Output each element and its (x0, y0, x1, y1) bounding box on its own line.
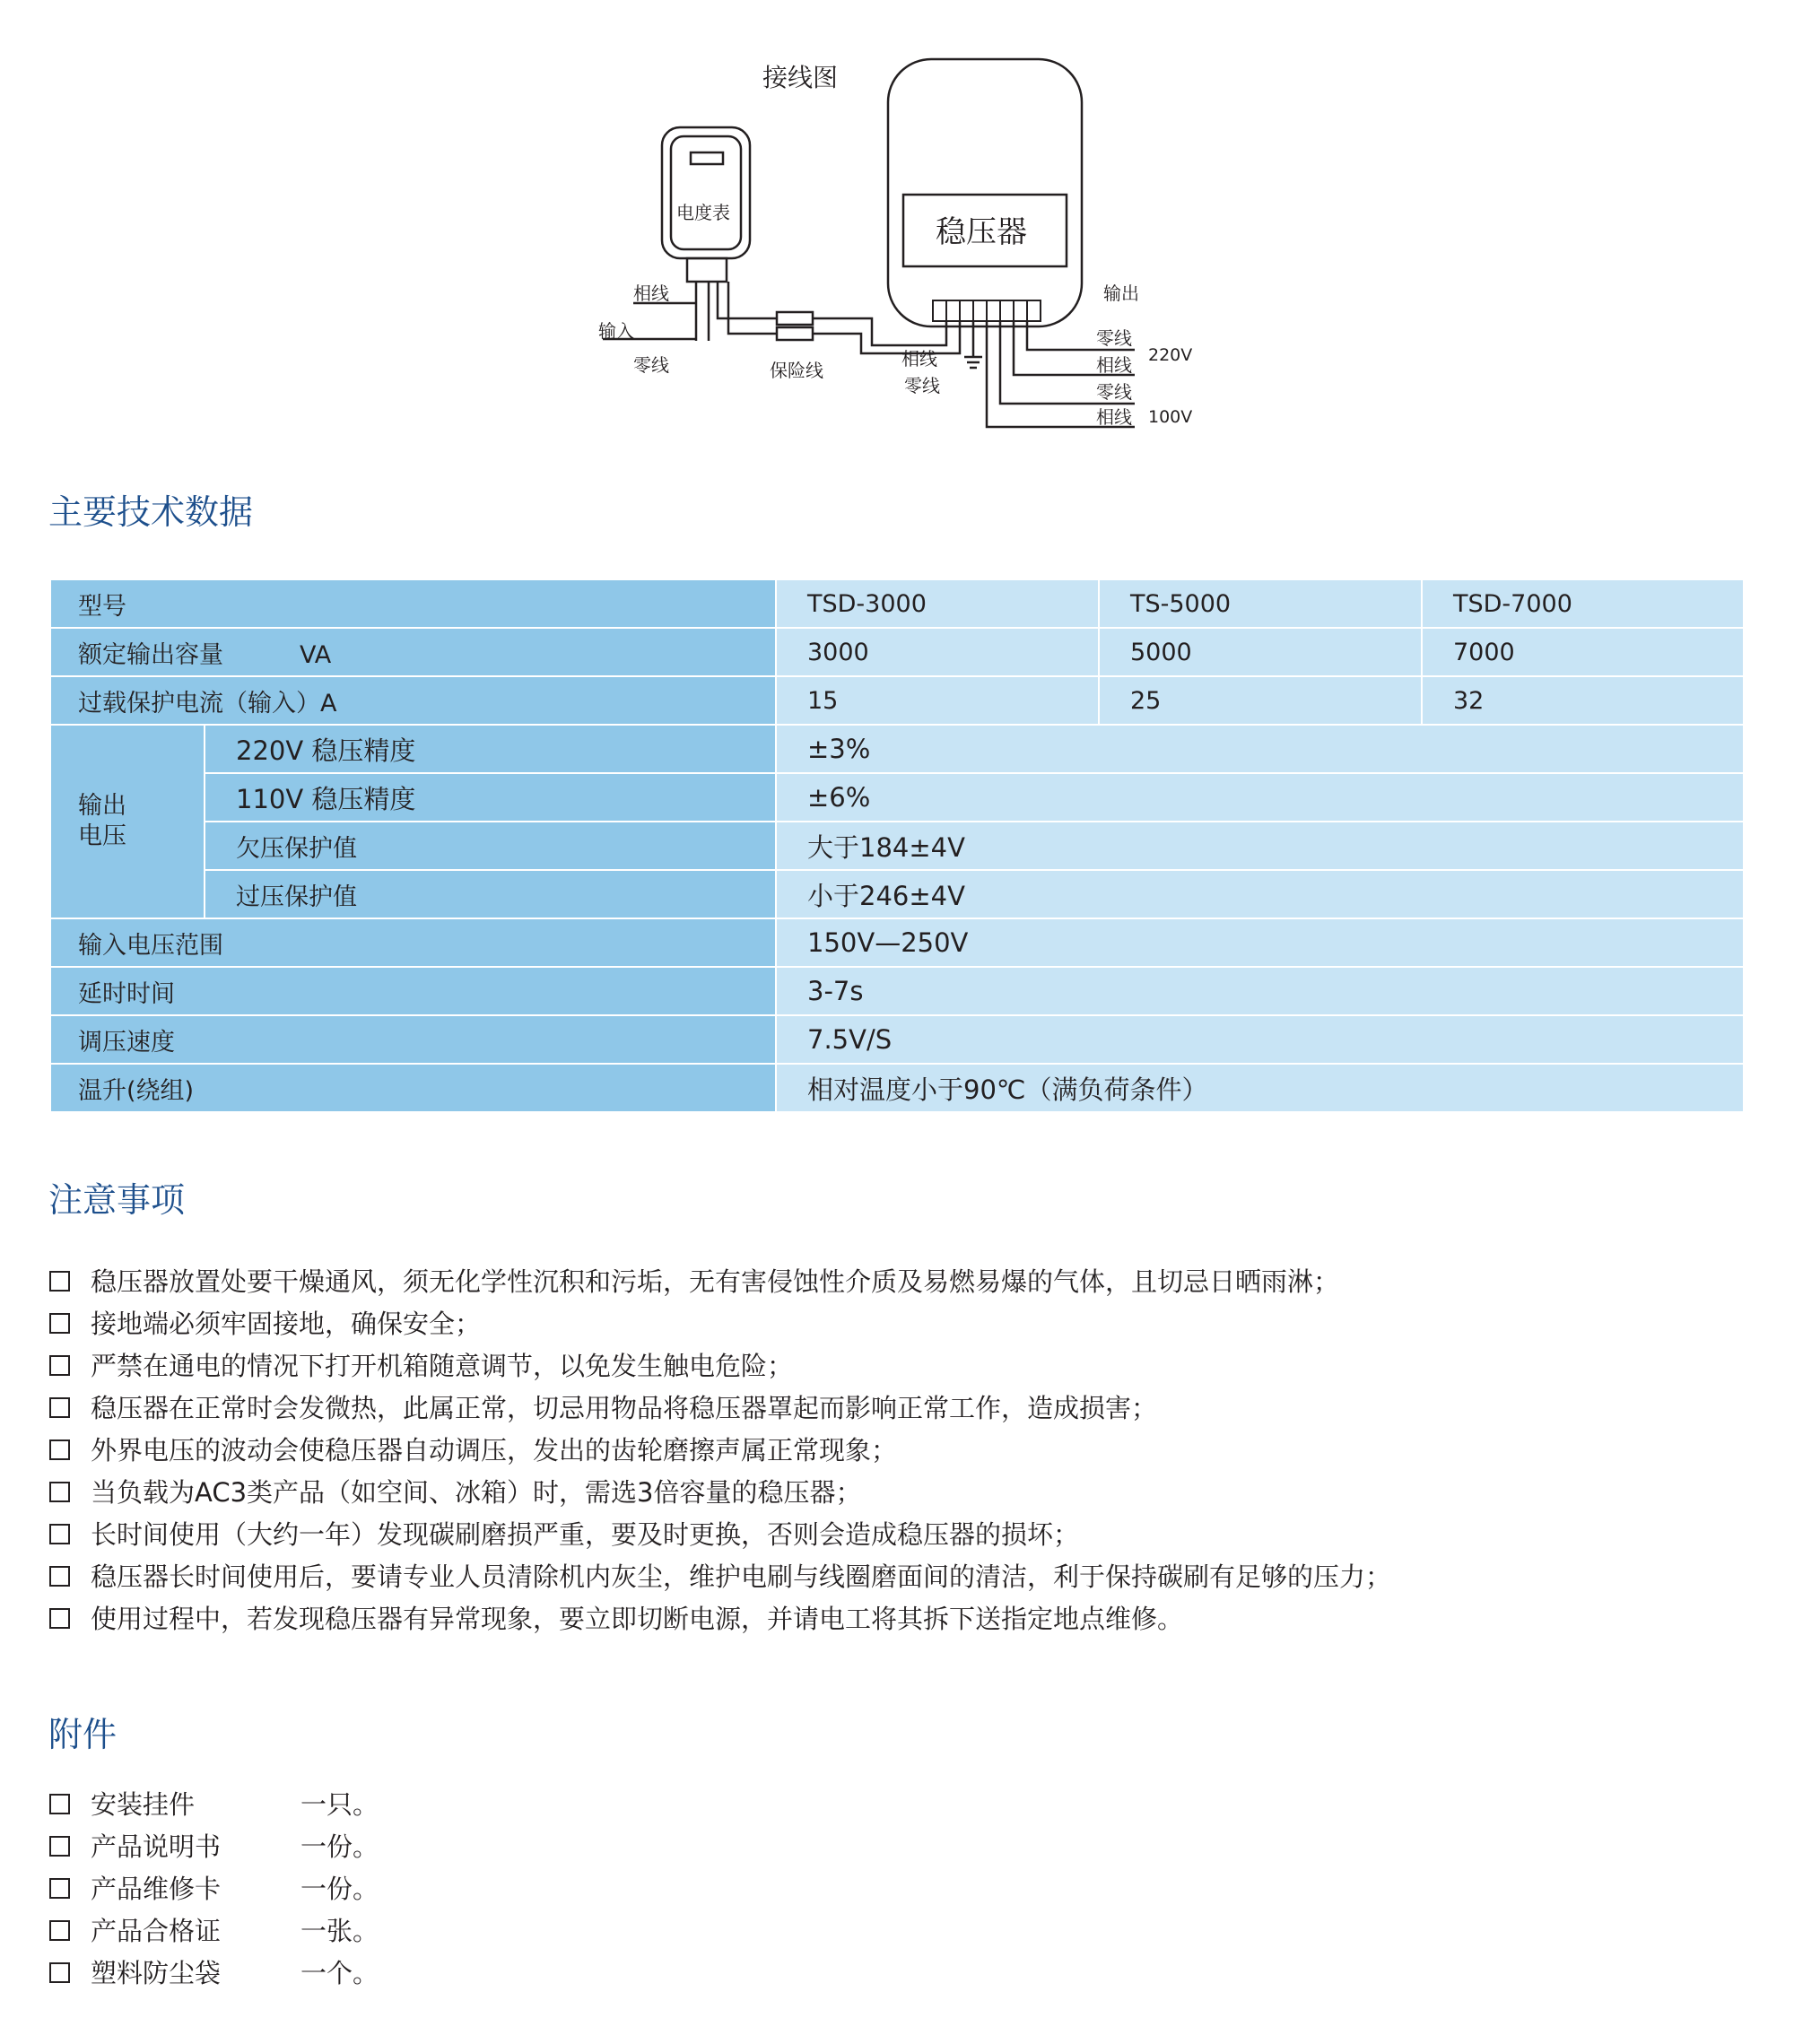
note-text: 当负载为AC3类产品（如空间、冰箱）时，需选3倍容量的稳压器； (91, 1477, 862, 1508)
list-item (49, 1472, 1391, 1514)
note-text: 稳压器在正常时会发微热，此属正常，切忌用物品将稳压器罩起而影响正常工作，造成损害； (91, 1393, 1158, 1423)
terminal-block (933, 300, 1041, 321)
list-item (49, 1868, 379, 1910)
output-voltage-group: 输出 电压 (50, 725, 205, 918)
row-value: ±3% (776, 725, 1744, 773)
table-row (50, 579, 1744, 628)
row-label: 110V 稳压精度 (205, 773, 776, 822)
capacity-name: 额定输出容量 (78, 640, 223, 669)
note-text: 长时间使用（大约一年）发现碳刷磨损严重，要及时更换，否则会造成稳压器的损坏； (91, 1519, 1080, 1550)
out-phase-2-label: 相线 (1096, 406, 1132, 428)
table-row (50, 1015, 1744, 1064)
list-item (49, 1953, 379, 1995)
checkbox-icon (49, 1566, 70, 1587)
table-row (50, 870, 1744, 918)
overload-2: 25 (1099, 676, 1422, 725)
row-label: 欠压保护值 (205, 822, 776, 870)
list-item (49, 1784, 379, 1826)
out-phase-1-label: 相线 (1096, 354, 1132, 376)
voltage-220-label: 220V (1148, 345, 1193, 365)
notes-title: 注意事项 (48, 1180, 186, 1220)
model-1: TSD-3000 (776, 579, 1099, 628)
table-row (50, 1064, 1744, 1112)
mid-neutral-label: 零线 (904, 375, 940, 396)
row-value: ±6% (776, 773, 1744, 822)
out-neutral-1-label: 零线 (1096, 327, 1132, 349)
accessory-qty: 一份。 (300, 1831, 379, 1862)
list-item (49, 1556, 1391, 1598)
table-row (50, 822, 1744, 870)
accessories-list (49, 1784, 379, 1995)
model-2: TS-5000 (1099, 579, 1422, 628)
row-value: 大于184±4V (776, 822, 1744, 870)
overload-label: 过载保护电流（输入）A (50, 676, 776, 725)
checkbox-icon (49, 1524, 70, 1544)
mid-phase-label: 相线 (901, 348, 937, 370)
in-neutral-label: 零线 (633, 354, 669, 376)
accessory-name: 产品说明书 (91, 1831, 222, 1862)
checkbox-icon (49, 1397, 70, 1418)
model-header: 型号 (50, 579, 776, 628)
row-label: 输入电压范围 (50, 918, 776, 967)
regulator-box (888, 59, 1082, 326)
row-value: 小于246±4V (776, 870, 1744, 918)
list-item (49, 1910, 379, 1953)
table-row (50, 676, 1744, 725)
table-row (50, 918, 1744, 967)
table-row (50, 773, 1744, 822)
capacity-2: 5000 (1099, 628, 1422, 676)
note-text: 严禁在通电的情况下打开机箱随意调节，以免发生触电危险； (91, 1351, 794, 1381)
note-text: 接地端必须牢固接地，确保安全； (91, 1309, 482, 1339)
checkbox-icon (49, 1962, 70, 1983)
checkbox-icon (49, 1794, 70, 1814)
checkbox-icon (49, 1482, 70, 1502)
row-value: 3-7s (776, 967, 1744, 1015)
accessory-name: 塑料防尘袋 (91, 1958, 222, 1988)
row-label: 220V 稳压精度 (205, 725, 776, 773)
list-item (49, 1826, 379, 1868)
note-text: 稳压器放置处要干燥通风，须无化学性沉积和污垢，无有害侵蚀性介质及易燃易爆的气体，且切忌日晒雨淋； (91, 1266, 1340, 1297)
accessory-qty: 一份。 (300, 1874, 379, 1904)
diagram-title: 接线图 (762, 63, 839, 92)
checkbox-icon (49, 1608, 70, 1629)
row-value: 150V—250V (776, 918, 1744, 967)
model-3: TSD-7000 (1422, 579, 1744, 628)
out-neutral-2-label: 零线 (1096, 381, 1132, 403)
row-value: 7.5V/S (776, 1015, 1744, 1064)
note-text: 使用过程中，若发现稳压器有异常现象，要立即切断电源，并请电工将其拆下送指定地点维修。 (91, 1604, 1184, 1634)
notes-list (49, 1261, 1391, 1640)
accessory-qty: 一张。 (300, 1916, 379, 1946)
fuse-label: 保险线 (770, 360, 823, 381)
overload-3: 32 (1422, 676, 1744, 725)
accessories-title: 附件 (48, 1715, 118, 1754)
specs-title: 主要技术数据 (48, 492, 254, 532)
list-item (49, 1387, 1391, 1430)
capacity-3: 7000 (1422, 628, 1744, 676)
checkbox-icon (49, 1313, 70, 1334)
checkbox-icon (49, 1271, 70, 1292)
output-label: 输出 (1103, 283, 1139, 304)
note-text: 稳压器长时间使用后，要请专业人员清除机内灰尘，维护电刷与线圈磨面间的清洁，利于保持碳刷有足够的压力； (91, 1561, 1392, 1592)
list-item (49, 1430, 1391, 1472)
checkbox-icon (49, 1920, 70, 1941)
list-item (49, 1514, 1391, 1556)
wires (603, 282, 1135, 427)
capacity-unit: VA (300, 640, 332, 669)
accessory-name: 产品合格证 (91, 1916, 222, 1946)
overload-1: 15 (776, 676, 1099, 725)
row-label: 调压速度 (50, 1015, 776, 1064)
accessory-qty: 一个。 (300, 1958, 379, 1988)
capacity-1: 3000 (776, 628, 1099, 676)
row-label: 过压保护值 (205, 870, 776, 918)
list-item (49, 1261, 1391, 1303)
row-label: 温升(绕组) (50, 1064, 776, 1112)
row-label: 延时时间 (50, 967, 776, 1015)
accessory-qty: 一只。 (300, 1789, 379, 1820)
table-row (50, 967, 1744, 1015)
checkbox-icon (49, 1836, 70, 1857)
specs-table (49, 578, 1745, 1113)
checkbox-icon (49, 1355, 70, 1376)
table-row (50, 725, 1744, 773)
list-item (49, 1598, 1391, 1640)
regulator-label: 稳压器 (936, 214, 1027, 250)
table-row (50, 628, 1744, 676)
meter-label: 电度表 (676, 202, 730, 223)
checkbox-icon (49, 1439, 70, 1460)
in-phase-label: 相线 (633, 283, 669, 304)
row-value: 相对温度小于90℃（满负荷条件） (776, 1064, 1744, 1112)
accessory-name: 产品维修卡 (91, 1874, 222, 1904)
wiring-diagram (0, 0, 1794, 448)
in-label: 输入 (598, 320, 634, 342)
checkbox-icon (49, 1878, 70, 1899)
voltage-100-label: 100V (1148, 407, 1193, 427)
note-text: 外界电压的波动会使稳压器自动调压，发出的齿轮磨擦声属正常现象； (91, 1435, 898, 1466)
accessory-name: 安装挂件 (91, 1789, 196, 1820)
list-item (49, 1345, 1391, 1387)
capacity-label (50, 628, 776, 676)
list-item (49, 1303, 1391, 1345)
